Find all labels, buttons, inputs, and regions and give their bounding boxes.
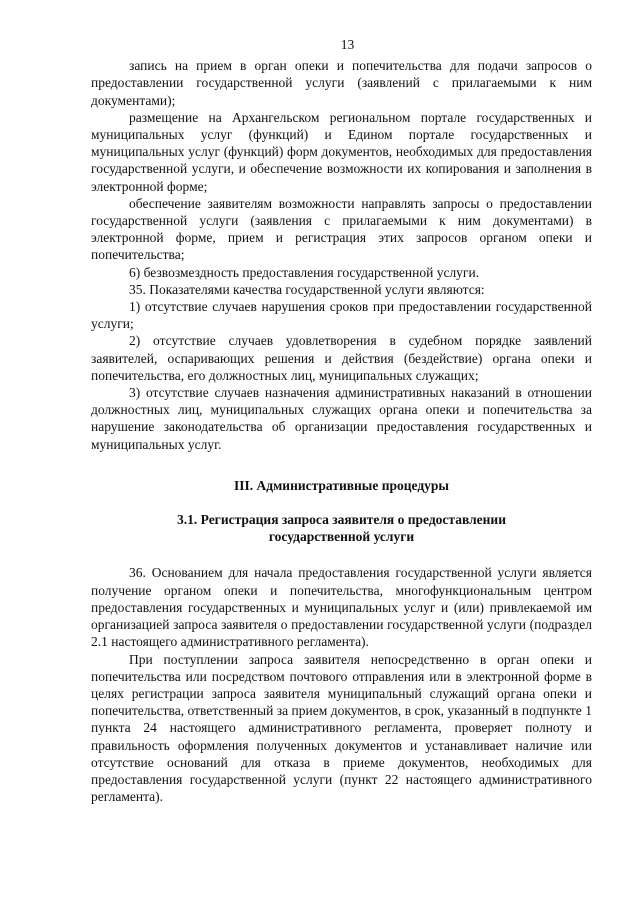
- paragraph-indicator-2: 2) отсутствие случаев удовлетворения в судебном порядке заявлений заявителей, оспаривающих решения и действия (бездействие) органа опеки и попечительства, его должностных лиц, муниципальных служащих;: [91, 333, 592, 383]
- subsection-heading-line2: государственной услуги: [268, 529, 415, 545]
- page-number: 13: [340, 37, 355, 52]
- section-heading: III. Административные процедуры: [234, 477, 449, 493]
- paragraph-indicator-3: 3) отсутствие случаев назначения административных наказаний в отношении должностных лиц, муниципальных служащих органа опеки и попечительства за нарушение законодательства об организации предоставления государственных и муниципальных услуг.: [91, 385, 592, 452]
- subsection-heading-line1: 3.1. Регистрация запроса заявителя о предоставлении: [177, 512, 506, 528]
- paragraph-indicator-1: 1) отсутствие случаев нарушения сроков при предоставлении государственной услуги;: [91, 299, 592, 332]
- paragraph-registration: При поступлении запроса заявителя непосредственно в орган опеки и попечительства или посредством почтового отправления или в электронной форме в целях регистрации запроса заявителя муниципальный служащий органа опеки и попечительства, ответственный за прием документов, в срок, указанный в подпункте 1 пункта 24 настоящего административного регламента, проверяет полноту и правильность оформления полученных документов и устанавливает наличие или отсутствие оснований для отказа в приеме документов, необходимых для предоставления государственной услуги (пункт 22 настоящего административного регламента).: [91, 651, 592, 805]
- paragraph-quality-indicators: 35. Показателями качества государственной услуги являются:: [129, 281, 485, 297]
- paragraph-free-of-charge: 6) безвозмездность предоставления государственной услуги.: [129, 264, 480, 280]
- paragraph-electronic-requests: обеспечение заявителям возможности направлять запросы о предоставлении государственной услуги (заявления с прилагаемыми к ним документами) в электронной форме, прием и регистрация этих запросов органом опеки и попечительства;: [91, 195, 592, 263]
- paragraph-portal-forms: размещение на Архангельском региональном портале государственных и муниципальных услуг (функций) и Едином портале государственных и муниципальных услуг (функций) форм документов, необходимых для предоставления государственной услуги, и обеспечение возможности их копирования и заполнения в электронной форме;: [91, 109, 592, 194]
- paragraph-36: 36. Основанием для начала предоставления государственной услуги является получение органом опеки и попечительства, многофункциональным центром предоставления государственных и муниципальных услуг и (или) привлекаемой им организацией запроса заявителя о предоставлении государственной услуги (подраздел 2.1 настоящего административного регламента).: [91, 565, 592, 650]
- paragraph-appointment: запись на прием в орган опеки и попечительства для подачи запросов о предоставлении государственной услуги (заявлений с прилагаемыми к ним документами);: [91, 58, 592, 108]
